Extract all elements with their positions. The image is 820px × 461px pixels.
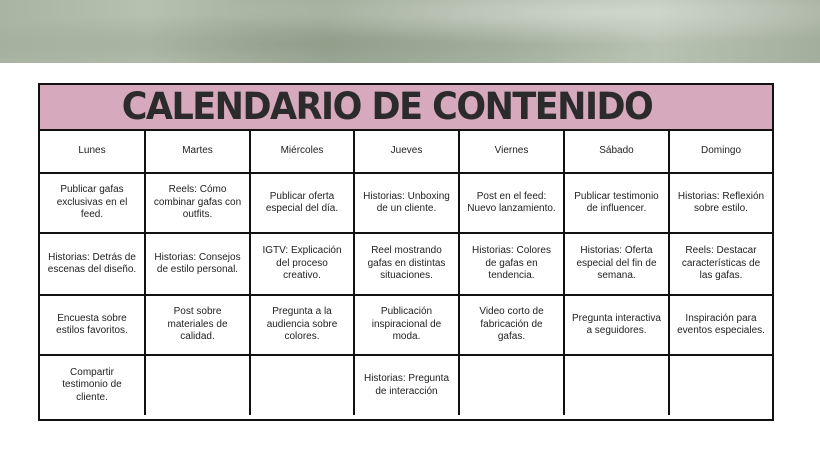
calendar-cell: Compartir testimonio de cliente. bbox=[40, 355, 145, 415]
calendar-cell: Reel mostrando gafas en distintas situaciones. bbox=[354, 233, 459, 295]
calendar-cell: Historias: Consejos de estilo personal. bbox=[145, 233, 250, 295]
calendar-cell: Video corto de fabricación de gafas. bbox=[459, 295, 564, 355]
calendar-title-bar bbox=[40, 85, 772, 131]
calendar-cell: Historias: Detrás de escenas del diseño. bbox=[40, 233, 145, 295]
calendar-cell: IGTV: Explicación del proceso creativo. bbox=[250, 233, 354, 295]
day-header-sabado: Sábado bbox=[564, 131, 669, 173]
week-row-3 bbox=[40, 295, 772, 355]
content-calendar bbox=[38, 83, 774, 421]
calendar-cell: Publicar gafas exclusivas en el feed. bbox=[40, 173, 145, 233]
calendar-cell: Pregunta a la audiencia sobre colores. bbox=[250, 295, 354, 355]
calendar-cell: Publicación inspiracional de moda. bbox=[354, 295, 459, 355]
calendar-cell: Historias: Reflexión sobre estilo. bbox=[669, 173, 772, 233]
calendar-cell: Historias: Unboxing de un cliente. bbox=[354, 173, 459, 233]
calendar-cell bbox=[145, 355, 250, 415]
calendar-title: CALENDARIO DE CONTENIDO bbox=[121, 85, 653, 129]
calendar-cell: Publicar testimonio de influencer. bbox=[564, 173, 669, 233]
header-banner-image bbox=[0, 0, 820, 63]
day-header-lunes: Lunes bbox=[40, 131, 145, 173]
week-row-2 bbox=[40, 233, 772, 295]
calendar-cell bbox=[564, 355, 669, 415]
day-header-domingo: Domingo bbox=[669, 131, 772, 173]
calendar-cell: Reels: Destacar características de las gafas. bbox=[669, 233, 772, 295]
calendar-grid bbox=[40, 131, 772, 415]
calendar-cell bbox=[459, 355, 564, 415]
day-header-martes: Martes bbox=[145, 131, 250, 173]
day-header-row bbox=[40, 131, 772, 173]
calendar-cell: Historias: Oferta especial del fin de semana. bbox=[564, 233, 669, 295]
week-row-1 bbox=[40, 173, 772, 233]
calendar-cell: Encuesta sobre estilos favoritos. bbox=[40, 295, 145, 355]
week-row-4 bbox=[40, 355, 772, 415]
day-header-jueves: Jueves bbox=[354, 131, 459, 173]
calendar-cell bbox=[669, 355, 772, 415]
calendar-cell: Historias: Pregunta de interacción bbox=[354, 355, 459, 415]
calendar-cell: Inspiración para eventos especiales. bbox=[669, 295, 772, 355]
calendar-cell: Historias: Colores de gafas en tendencia. bbox=[459, 233, 564, 295]
calendar-cell: Post sobre materiales de calidad. bbox=[145, 295, 250, 355]
calendar-cell: Post en el feed: Nuevo lanzamiento. bbox=[459, 173, 564, 233]
day-header-viernes: Viernes bbox=[459, 131, 564, 173]
calendar-cell bbox=[250, 355, 354, 415]
calendar-cell: Pregunta interactiva a seguidores. bbox=[564, 295, 669, 355]
calendar-cell: Publicar oferta especial del día. bbox=[250, 173, 354, 233]
day-header-miercoles: Miércoles bbox=[250, 131, 354, 173]
calendar-cell: Reels: Cómo combinar gafas con outfits. bbox=[145, 173, 250, 233]
